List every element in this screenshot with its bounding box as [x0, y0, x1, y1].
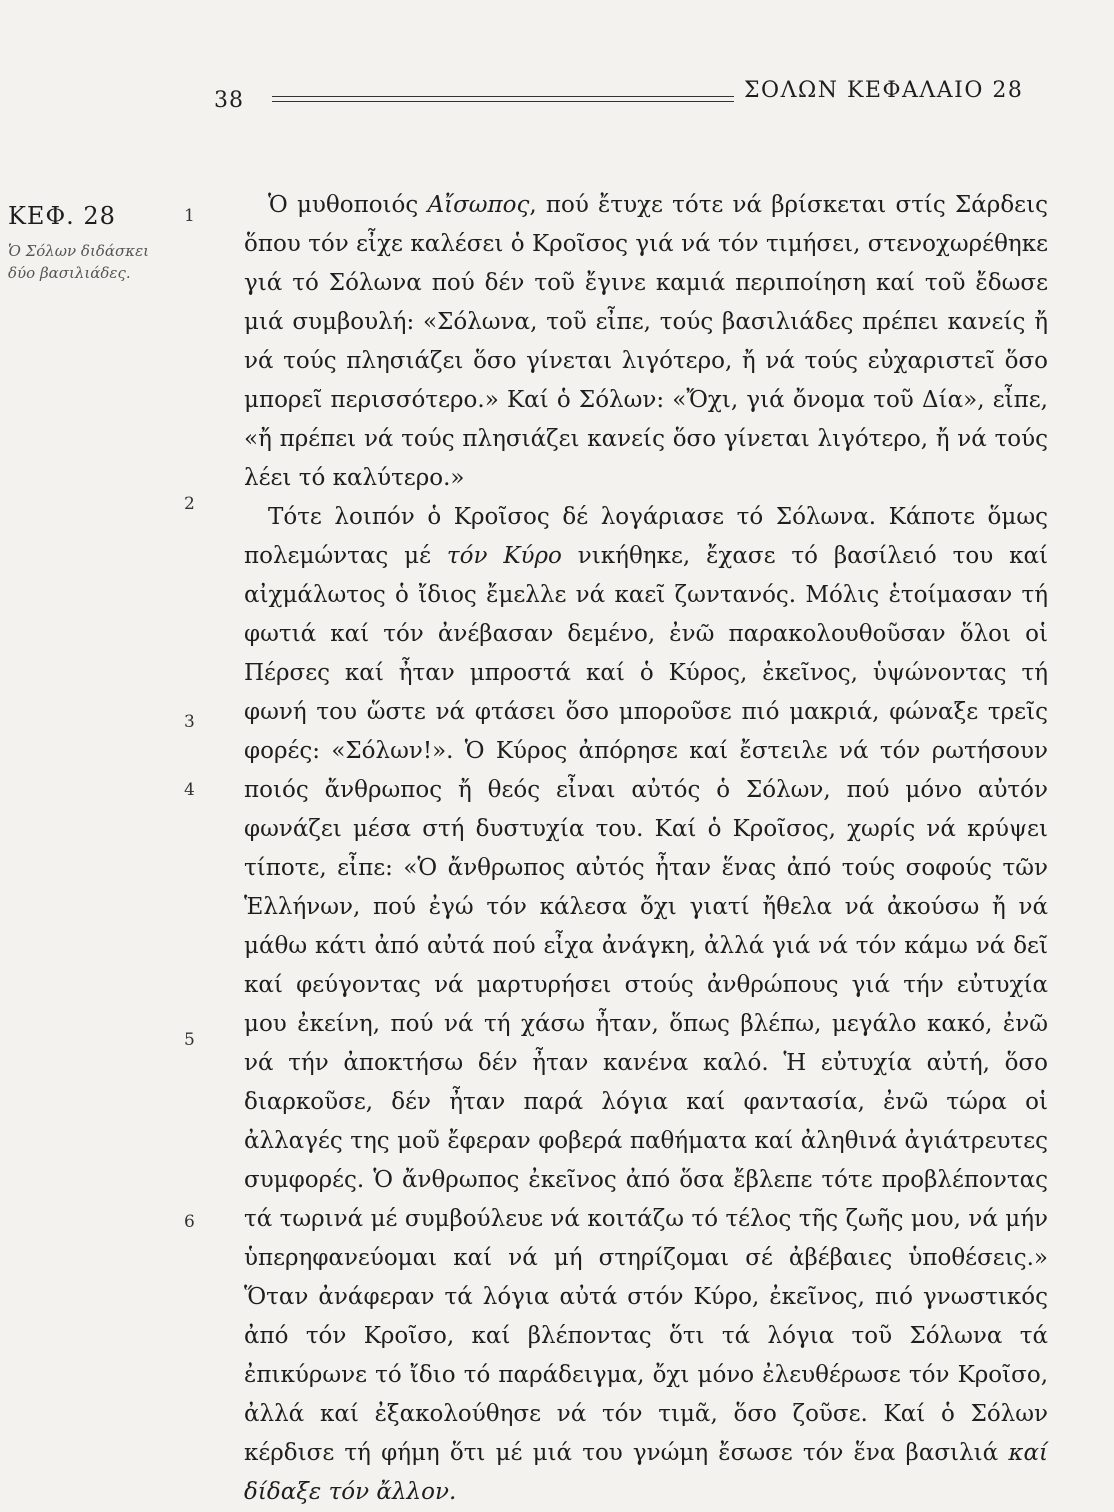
page-number: 38 [214, 88, 244, 113]
running-header [0, 74, 1114, 114]
italic-name: Αἴσωπος [427, 192, 530, 218]
paragraph-number: 1 [184, 206, 195, 226]
paragraph: Ὁ μυθοποιός Αἴσωπος, πού ἔτυχε τότε νά βρίσκεται στίς Σάρδεις ὅπου τόν εἶχε καλέσει ὁ Κροῖσος γιά νά τόν τιμήσει, στενοχωρέθηκε γιά τό Σόλωνα πού δέν τοῦ ἔγινε καμιά περιποίηση καί τοῦ ἔδωσε μιά συμβουλή: «Σόλωνα, τοῦ εἶπε, τούς βασιλιάδες πρέπει κανείς ἤ νά τούς πλησιάζει ὅσο γίνεται λιγότερο, ἤ νά τούς εὐχαριστεῖ ὅσο μπορεῖ περισσότερο.» Καί ὁ Σόλων: «Ὄχι, γιά ὄνομα τοῦ Δία», εἶπε, «ἤ πρέπει νά τούς πλησιάζει κανείς ὅσο γίνεται λιγότερο, ἤ νά τούς λέει τό καλύτερο.» [244, 192, 1048, 491]
header-rule [272, 96, 734, 104]
paragraph-number: 5 [184, 1030, 195, 1050]
paragraph-number: 6 [184, 1212, 195, 1232]
italic-name: τόν Κύρο [446, 543, 562, 569]
chapter-label: ΚΕΦ. 28 [8, 202, 116, 230]
paragraph: Τότε λοιπόν ὁ Κροῖσος δέ λογάριασε τό Σόλωνα. Κάποτε ὅμως πολεμώντας μέ τόν Κύρο νικήθηκε, ἔχασε τό βασίλειό του καί αἰχμάλωτος ὁ ἴδιος ἔμελλε νά καεῖ ζωντανός. Μόλις ἑτοίμασαν τή φωτιά καί τόν ἀνέβασαν δεμένο, ἐνῶ παρακολουθοῦσαν ὅλοι οἱ Πέρσες καί ἦταν μπροστά καί ὁ Κύρος, ἐκεῖνος, ὑψώνοντας τή φωνή του ὥστε νά φτάσει ὅσο μποροῦσε πιό μακριά, φώναξε τρεῖς φορές: «Σόλων!». Ὁ Κύρος ἀπόρησε καί ἔστειλε νά τόν ρωτήσουν ποιός ἄνθρωπος ἤ θεός εἶναι αὐτός ὁ Σόλων, πού μόνο αὐτόν φωνάζει μέσα στή δυστυχία του. Καί ὁ Κροῖσος, χωρίς νά κρύψει τίποτε, εἶπε: «Ὁ ἄνθρωπος αὐτός ἦταν ἕνας ἀπό τούς σοφούς τῶν Ἑλλήνων, πού ἐγώ τόν κάλεσα ὄχι γιατί ἤθελα νά ἀκούσω ἤ νά μάθω κάτι ἀπό αὐτά πού εἶχα ἀνάγκη, ἀλλά γιά νά τόν κάμω νά δεῖ καί φεύγοντας νά μαρτυρήσει στούς ἀνθρώπους γιά τήν εὐτυχία μου ἐκείνη, πού νά τή χάσω ἦταν, ὅπως βλέπω, μεγάλο κακό, ἐνῶ νά τήν ἀποκτήσω δέν ἦταν κανένα καλό. Ἡ εὐτυχία αὐτή, ὅσο διαρκοῦσε, δέν ἦταν παρά λόγια καί φαντασία, ἐνῶ τώρα οἱ ἀλλαγές της μοῦ ἔφεραν φοβερά παθήματα καί ἀληθινά ἀγιάτρευτες συμφορές. Ὁ ἄνθρωπος ἐκεῖνος ἀπό ὅσα ἔβλεπε τότε προβλέποντας τά τωρινά μέ συμβούλευε νά κοιτάζω τό τέλος τῆς ζωῆς μου, νά μήν ὑπερηφανεύομαι καί νά μή στηρίζομαι σέ ἀβέβαιες ὑποθέσεις.» Ὅταν ἀνάφεραν τά λόγια αὐτά στόν Κύρο, ἐκεῖνος, πιό γνωστικός ἀπό τόν Κροῖσο, καί βλέποντας ὅτι τά λόγια τοῦ Σόλωνα τά ἐπικύρωνε τό ἴδιο τό παράδειγμα, ὄχι μόνο ἐλευθέρωσε τόν Κροῖσο, ἀλλά καί ἐξακολούθησε νά τόν τιμᾶ, ὅσο ζοῦσε. Καί ὁ Σόλων κέρδισε τή φήμη ὅτι μέ μιά του γνώμη ἔσωσε τόν ἕνα βασιλιά καί δίδαξε τόν ἄλλον. [244, 504, 1048, 1505]
italic-phrase: καί δίδαξε τόν ἄλλον. [244, 1440, 1048, 1505]
paragraph-number: 3 [184, 712, 195, 732]
body-text [244, 186, 1048, 1512]
running-title: ΣΟΛΩΝ ΚΕΦΑΛΑΙΟ 28 [744, 78, 1024, 103]
paragraph-number: 2 [184, 494, 195, 514]
margin-note: Ὁ Σόλων διδάσκει δύο βασιλιάδες. [8, 242, 149, 282]
paragraph-number: 4 [184, 780, 195, 800]
